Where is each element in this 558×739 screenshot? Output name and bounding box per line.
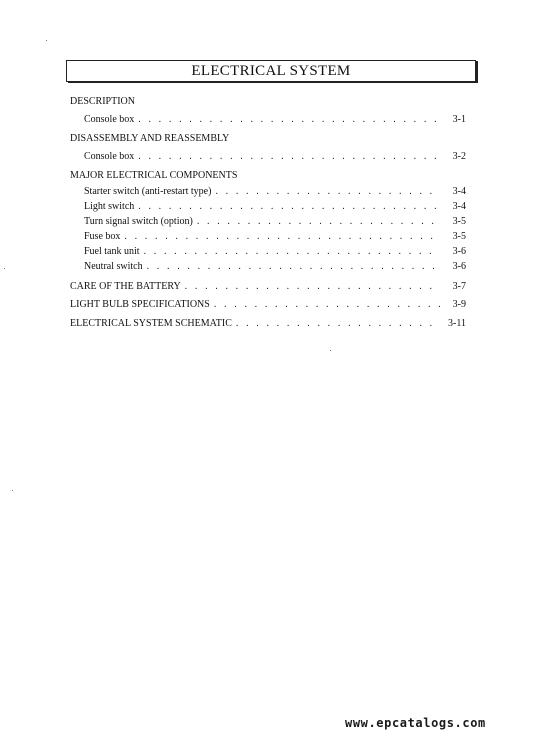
dot-leader: [124, 231, 440, 243]
toc-entry-label: CARE OF THE BATTERY: [70, 281, 181, 292]
toc-entry-label: Neutral switch: [84, 261, 143, 272]
toc-page-number: 3-4: [452, 201, 466, 212]
toc-entry-fuse-box[interactable]: [84, 231, 466, 243]
dot-leader: [215, 186, 440, 198]
dot-leader: [185, 281, 440, 293]
toc-heading-major-electrical: MAJOR ELECTRICAL COMPONENTS: [70, 170, 238, 181]
toc-page-number: 3-4: [452, 186, 466, 197]
toc-heading-description: DESCRIPTION: [70, 96, 136, 107]
toc-entry-turn-signal-switch[interactable]: [84, 216, 466, 228]
toc-entry-label: Console box: [84, 114, 135, 125]
toc-entry-care-of-battery[interactable]: [70, 281, 466, 293]
dot-leader: [138, 201, 440, 213]
dot-leader: [138, 151, 440, 163]
toc-page-number: 3-11: [448, 318, 466, 329]
toc-page-number: 3-2: [452, 151, 466, 162]
toc-entry-label: Fuel tank unit: [84, 246, 140, 257]
dot-leader: [147, 261, 440, 273]
title-box: [66, 60, 476, 82]
toc-entry-electrical-schematic[interactable]: [70, 318, 466, 330]
toc-entry-label: Light switch: [84, 201, 135, 212]
toc-entry-starter-switch[interactable]: [84, 186, 466, 198]
toc-entry-label: Fuse box: [84, 231, 121, 242]
toc-page-number: 3-6: [452, 246, 466, 257]
toc-entry-neutral-switch[interactable]: [84, 261, 466, 273]
dot-leader: [214, 299, 440, 311]
toc-entry-label: ELECTRICAL SYSTEM SCHEMATIC: [70, 318, 232, 329]
toc-page-number: 3-5: [452, 231, 466, 242]
scan-speck: [4, 268, 5, 269]
toc-page-number: 3-6: [452, 261, 466, 272]
toc-entry-label: Console box: [84, 151, 135, 162]
dot-leader: [138, 114, 440, 126]
toc-entry-console-box-description[interactable]: [84, 114, 466, 126]
dot-leader: [197, 216, 440, 228]
toc-page-number: 3-7: [452, 281, 466, 292]
toc-page-number: 3-5: [452, 216, 466, 227]
scan-speck: [46, 40, 47, 41]
toc-entry-label: LIGHT BULB SPECIFICATIONS: [70, 299, 210, 310]
page-title: ELECTRICAL SYSTEM: [191, 63, 351, 79]
toc-entry-fuel-tank-unit[interactable]: [84, 246, 466, 258]
toc-page-number: 3-9: [452, 299, 466, 310]
toc-heading-disassembly: DISASSEMBLY AND REASSEMBLY: [70, 133, 230, 144]
toc-entry-console-box-disassembly[interactable]: [84, 151, 466, 163]
dot-leader: [144, 246, 440, 258]
toc-entry-light-switch[interactable]: [84, 201, 466, 213]
toc-entry-light-bulb-specs[interactable]: [70, 299, 466, 311]
toc-entry-label: Starter switch (anti-restart type): [84, 186, 212, 197]
scan-speck: [330, 350, 331, 351]
toc-page-number: 3-1: [452, 114, 466, 125]
dot-leader: [236, 318, 440, 330]
watermark: www.epcatalogs.com: [345, 716, 486, 730]
toc-entry-label: Turn signal switch (option): [84, 216, 193, 227]
scan-speck: [12, 490, 13, 491]
